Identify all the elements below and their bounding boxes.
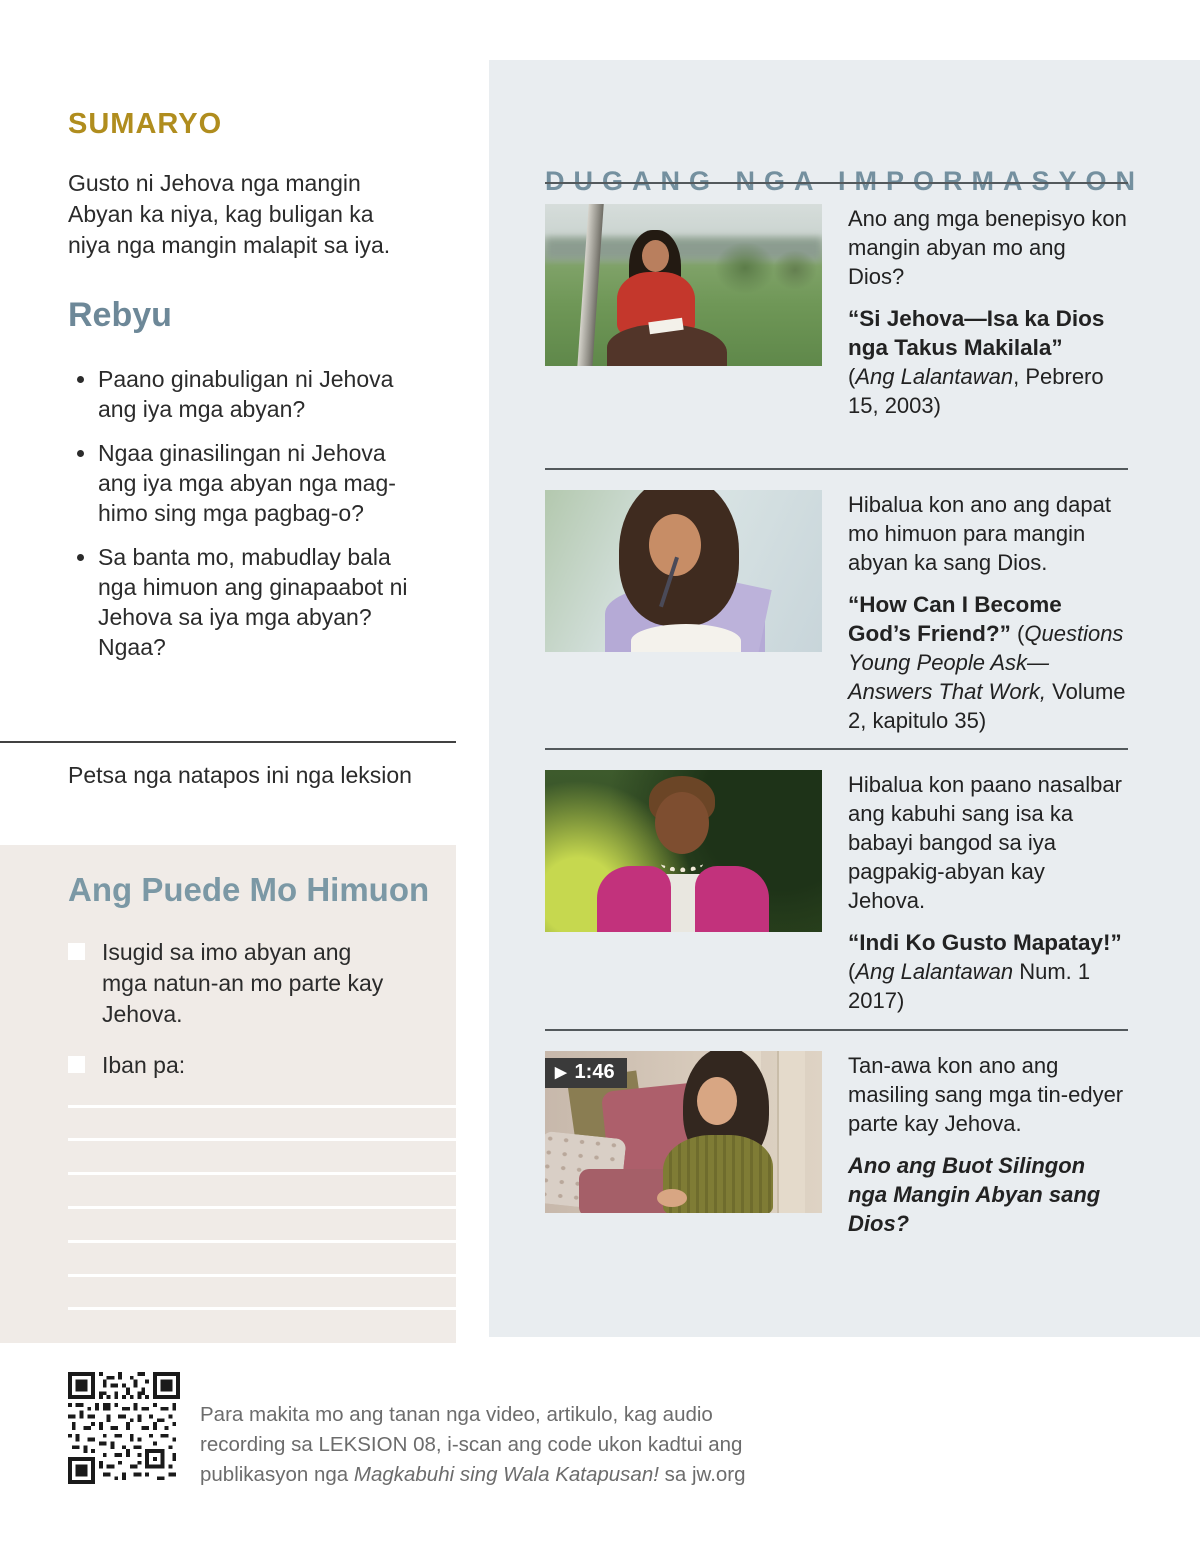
info-item-watchtower-2017 <box>545 748 1128 1015</box>
writing-line[interactable] <box>68 1274 456 1277</box>
writing-line[interactable] <box>68 1105 456 1108</box>
review-question: • Sa banta mo, mabudlay bala nga himuon ang ginapaabot ni Jehova sa iya mga abyan? Ngaa? <box>98 542 422 662</box>
item-reference: “Si Jehova—Isa ka Dios nga Takus Makilala” (Ang Lalantawan, Pebrero 15, 2003) <box>848 306 1105 418</box>
writing-line[interactable] <box>68 1240 456 1243</box>
item-question: Hibalua kon ano ang dapat mo himuon para mangin abyan ka sang Dios. <box>848 492 1111 575</box>
divider <box>545 748 1128 750</box>
info-item-questions-young-people-ask <box>545 468 1128 735</box>
video-thumbnail-teen-girl-praying[interactable] <box>545 1051 822 1213</box>
divider <box>545 468 1128 470</box>
divider <box>545 1029 1128 1031</box>
footer-instructions: Para makita mo ang tanan nga video, artikulo, kag audio recording sa LEKSION 08, i-scan ang code ukon kadtui ang publikasyon nga Magkabuhi sing Wala Katapusan! sa jw.org <box>200 1403 746 1486</box>
todo-item-label: Iban pa: <box>102 1052 186 1078</box>
checkbox[interactable] <box>68 1056 85 1073</box>
more-information-heading: DUGANG NGA IMPORMASYON <box>545 166 1145 196</box>
writing-line[interactable] <box>68 1172 456 1175</box>
item-reference: “Indi Ko Gusto Mapatay!” (Ang Lalantawan Num. 1 2017) <box>848 930 1122 1013</box>
info-item-watchtower-2003 <box>545 182 1128 420</box>
todo-heading: Ang Puede Mo Himuon <box>68 871 430 908</box>
todo-item <box>68 937 388 1030</box>
item-question: Tan-awa kon ano ang masiling sang mga tin-edyer parte kay Jehova. <box>848 1053 1124 1136</box>
video-duration-badge <box>545 1058 627 1088</box>
thumbnail-young-woman-reading-with-pen <box>545 490 822 652</box>
item-question: Ano ang mga benepisyo kon mangin abyan mo ang Dios? <box>848 206 1127 289</box>
review-heading: Rebyu <box>68 296 172 334</box>
writing-line[interactable] <box>68 1138 456 1141</box>
review-question: • Paano ginabuligan ni Jehova ang iya mga abyan? <box>98 364 422 424</box>
checkbox[interactable] <box>68 943 85 960</box>
writing-line[interactable] <box>68 1206 456 1209</box>
info-item-video <box>545 1029 1128 1238</box>
summary-heading: SUMARYO <box>68 108 223 140</box>
thumbnail-woman-sitting-in-orchard <box>545 204 822 366</box>
divider <box>545 182 1128 184</box>
video-duration: 1:46 <box>574 1061 615 1083</box>
todo-item <box>68 1050 388 1081</box>
review-question: • Ngaa ginasilingan ni Jehova ang iya mga abyan nga mag-himo sing mga pagbag-o? <box>98 438 422 528</box>
qr-code <box>68 1372 180 1484</box>
todo-item-label: Isugid sa imo abyan ang mga natun-an mo parte kay Jehova. <box>102 939 384 1027</box>
item-reference: Ano ang Buot Silingon nga Mangin Abyan sang Dios? <box>848 1153 1101 1236</box>
review-question-list <box>72 364 422 676</box>
summary-body: Gusto ni Jehova nga mangin Abyan ka niya, kag buligan ka niya nga mangin malapit sa iya. <box>68 170 391 258</box>
thumbnail-smiling-woman-pink-cardigan <box>545 770 822 932</box>
play-icon: ▶ <box>555 1064 567 1081</box>
item-question: Hibalua kon paano nasalbar ang kabuhi sang isa ka babayi bangod sa iya pagpakig-abyan kay Jehova. <box>848 772 1122 913</box>
divider <box>0 741 456 743</box>
more-information-panel <box>489 60 1200 1337</box>
item-reference: “How Can I Become God’s Friend?” (Questions Young People Ask—Answers That Work, Volume 2, kapitulo 35) <box>848 592 1126 733</box>
completion-date-label: Petsa nga natapos ini nga leksion <box>68 762 412 788</box>
writing-line[interactable] <box>68 1307 456 1310</box>
what-you-can-do-panel <box>0 845 456 1343</box>
